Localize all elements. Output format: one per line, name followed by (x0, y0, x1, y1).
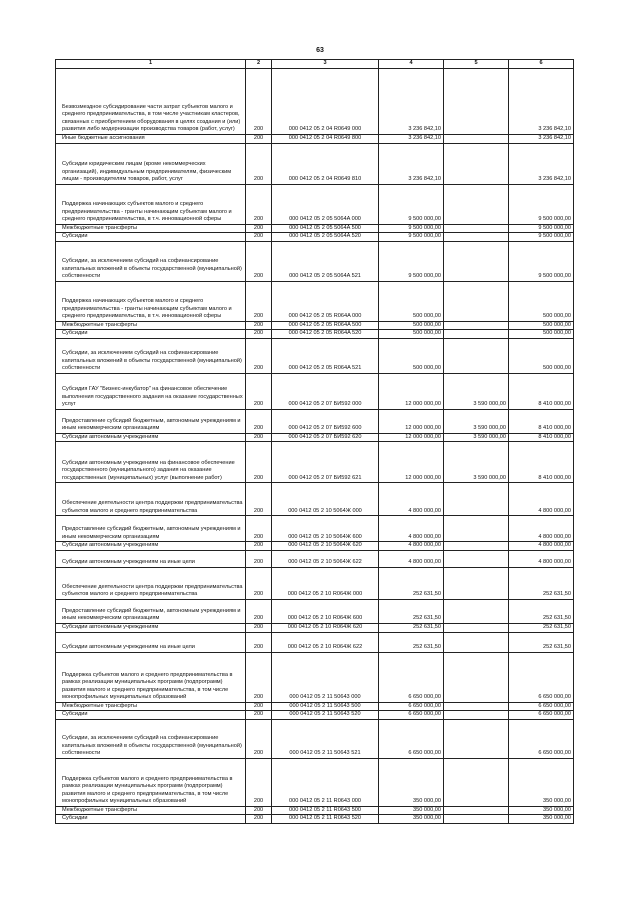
row-code: 200 (246, 719, 272, 758)
row-amount-total: 252 631,50 (509, 599, 574, 623)
row-code: 200 (246, 599, 272, 623)
header-cell: 1 (56, 60, 246, 69)
row-amount-plan: 500 000,00 (379, 338, 444, 373)
row-amount-plan: 500 000,00 (379, 321, 444, 330)
row-classification: 000 0412 05 2 05 5064A 500 (272, 224, 379, 233)
row-name: Субсидия ГАУ "Бизнес-инкубатор" на финансовое обеспечение выполнения государственного задания на оказание государственных услуг (56, 373, 246, 409)
row-amount-change (444, 711, 509, 720)
row-amount-change (444, 143, 509, 184)
row-amount-plan: 6 650 000,00 (379, 719, 444, 758)
row-amount-total: 6 650 000,00 (509, 711, 574, 720)
row-classification: 000 0412 05 2 10 5064Ж 622 (272, 550, 379, 567)
row-classification: 000 0412 05 2 10 5064Ж 000 (272, 483, 379, 516)
row-code: 200 (246, 483, 272, 516)
row-classification: 000 0412 05 2 04 R0649 800 (272, 134, 379, 143)
row-name: Безвозмездное субсидирование части затрат субъектов малого и среднего предпринимательства, в том числе участникам кластеров, связанных с приобретением оборудования в целях создания и (или) развития либо модернизации производства товаров (работ, услуг) (56, 68, 246, 134)
row-code: 200 (246, 134, 272, 143)
row-amount-total: 252 631,50 (509, 623, 574, 632)
row-name: Обеспечение деятельности центра поддержки предпринимательства субъектов малого и среднего предпринимательства (56, 483, 246, 516)
row-amount-plan: 12 000 000,00 (379, 373, 444, 409)
row-name: Поддержка начинающих субъектов малого и среднего предпринимательства - гранты начинающим субъектам малого и среднего предпринимательства, в т.ч. инновационной сферы (56, 281, 246, 321)
row-code: 200 (246, 281, 272, 321)
row-amount-plan: 6 650 000,00 (379, 702, 444, 711)
row-amount-plan: 12 000 000,00 (379, 409, 444, 433)
row-amount-total: 9 500 000,00 (509, 241, 574, 281)
table-row (56, 806, 574, 815)
row-name: Субсидии автономным учреждениям (56, 623, 246, 632)
row-name: Субсидии, за исключением субсидий на софинансирование капитальных вложений в объекты государственной (муниципальной) собственности (56, 241, 246, 281)
row-amount-plan: 500 000,00 (379, 330, 444, 339)
row-amount-change (444, 338, 509, 373)
row-amount-change (444, 652, 509, 702)
row-amount-plan: 252 631,50 (379, 632, 444, 652)
row-amount-total: 3 236 842,10 (509, 68, 574, 134)
row-amount-change: 3 590 000,00 (444, 433, 509, 442)
table-row (56, 702, 574, 711)
row-classification: 000 0412 05 2 04 R0649 810 (272, 143, 379, 184)
row-name: Субсидии автономным учреждениям (56, 542, 246, 551)
row-code: 200 (246, 143, 272, 184)
row-amount-change (444, 758, 509, 806)
row-amount-change (444, 806, 509, 815)
row-name: Поддержка субъектов малого и среднего предпринимательства в рамках реализации муниципальных программ (подпрограмм) развития малого и среднего предпринимательства, в том числе монопрофильных муниципальных образований (56, 758, 246, 806)
row-name: Субсидии автономным учреждениям на иные цели (56, 550, 246, 567)
row-amount-total: 6 650 000,00 (509, 719, 574, 758)
row-amount-plan: 4 800 000,00 (379, 550, 444, 567)
row-amount-plan: 9 500 000,00 (379, 224, 444, 233)
row-classification: 000 0412 05 2 07 БИ592 000 (272, 373, 379, 409)
row-classification: 000 0412 05 2 11 R0643 500 (272, 806, 379, 815)
row-classification: 000 0412 05 2 10 R064Ж 600 (272, 599, 379, 623)
row-name: Межбюджетные трансферты (56, 321, 246, 330)
row-amount-total: 500 000,00 (509, 321, 574, 330)
table-row (56, 68, 574, 134)
row-code: 200 (246, 623, 272, 632)
row-amount-total: 500 000,00 (509, 281, 574, 321)
row-amount-change (444, 134, 509, 143)
row-amount-plan: 6 650 000,00 (379, 652, 444, 702)
row-amount-total: 252 631,50 (509, 567, 574, 599)
row-name: Субсидии, за исключением субсидий на софинансирование капитальных вложений в объекты государственной (муниципальной) собственности (56, 338, 246, 373)
row-amount-change (444, 550, 509, 567)
row-amount-change (444, 68, 509, 134)
row-amount-change (444, 719, 509, 758)
row-code: 200 (246, 184, 272, 224)
row-code: 200 (246, 702, 272, 711)
table-row (56, 516, 574, 542)
row-classification: 000 0412 05 2 05 R064A 000 (272, 281, 379, 321)
row-amount-change (444, 184, 509, 224)
table-row (56, 338, 574, 373)
row-amount-total: 9 500 000,00 (509, 233, 574, 242)
row-classification: 000 0412 05 2 10 5064Ж 620 (272, 542, 379, 551)
row-code: 200 (246, 550, 272, 567)
row-amount-plan: 12 000 000,00 (379, 442, 444, 483)
row-amount-total: 9 500 000,00 (509, 224, 574, 233)
row-amount-change (444, 483, 509, 516)
row-amount-change (444, 224, 509, 233)
row-amount-plan: 3 236 842,10 (379, 143, 444, 184)
row-code: 200 (246, 433, 272, 442)
row-code: 200 (246, 632, 272, 652)
table-row (56, 542, 574, 551)
row-code: 200 (246, 815, 272, 824)
row-classification: 000 0412 05 2 11 50643 520 (272, 711, 379, 720)
row-amount-plan: 3 236 842,10 (379, 68, 444, 134)
row-amount-total: 350 000,00 (509, 815, 574, 824)
row-code: 200 (246, 652, 272, 702)
row-code: 200 (246, 68, 272, 134)
row-amount-plan: 6 650 000,00 (379, 711, 444, 720)
row-amount-plan: 4 800 000,00 (379, 516, 444, 542)
table-row (56, 711, 574, 720)
table-row (56, 134, 574, 143)
row-amount-change (444, 241, 509, 281)
row-classification: 000 0412 05 2 11 R0643 000 (272, 758, 379, 806)
row-code: 200 (246, 330, 272, 339)
table-row (56, 550, 574, 567)
row-amount-change (444, 516, 509, 542)
table-row (56, 373, 574, 409)
table-row (56, 433, 574, 442)
budget-table (55, 59, 574, 824)
row-classification: 000 0412 05 2 05 R064A 521 (272, 338, 379, 373)
table-row (56, 409, 574, 433)
row-code: 200 (246, 542, 272, 551)
row-name: Иные бюджетные ассигнования (56, 134, 246, 143)
table-row (56, 632, 574, 652)
row-name: Субсидии автономным учреждениям на иные цели (56, 632, 246, 652)
row-amount-total: 8 410 000,00 (509, 409, 574, 433)
row-classification: 000 0412 05 2 05 5064A 520 (272, 233, 379, 242)
page-number: 63 (316, 47, 324, 54)
row-amount-plan: 12 000 000,00 (379, 433, 444, 442)
row-code: 200 (246, 233, 272, 242)
row-amount-plan: 252 631,50 (379, 599, 444, 623)
row-classification: 000 0412 05 2 07 БИ592 620 (272, 433, 379, 442)
table-row (56, 184, 574, 224)
row-name: Межбюджетные трансферты (56, 702, 246, 711)
row-code: 200 (246, 711, 272, 720)
row-amount-total: 3 236 842,10 (509, 143, 574, 184)
row-classification: 000 0412 05 2 05 R064A 500 (272, 321, 379, 330)
row-amount-total: 8 410 000,00 (509, 373, 574, 409)
row-amount-plan: 9 500 000,00 (379, 233, 444, 242)
row-amount-total: 500 000,00 (509, 330, 574, 339)
header-cell: 6 (509, 60, 574, 69)
row-classification: 000 0412 05 2 05 5064A 000 (272, 184, 379, 224)
row-amount-change (444, 567, 509, 599)
row-name: Субсидии автономным учреждениям (56, 433, 246, 442)
row-name: Предоставление субсидий бюджетным, автономным учреждениям и иным некоммерческим организациям (56, 409, 246, 433)
row-amount-change (444, 233, 509, 242)
row-amount-plan: 9 500 000,00 (379, 241, 444, 281)
row-classification: 000 0412 05 2 11 50643 521 (272, 719, 379, 758)
row-amount-total: 8 410 000,00 (509, 433, 574, 442)
row-classification: 000 0412 05 2 10 5064Ж 600 (272, 516, 379, 542)
row-amount-total: 4 800 000,00 (509, 483, 574, 516)
row-amount-plan: 350 000,00 (379, 758, 444, 806)
row-code: 200 (246, 516, 272, 542)
row-classification: 000 0412 05 2 07 БИ592 621 (272, 442, 379, 483)
table-row (56, 241, 574, 281)
header-row (56, 60, 574, 69)
row-name: Предоставление субсидий бюджетным, автономным учреждениям и иным некоммерческим организациям (56, 599, 246, 623)
header-cell: 2 (246, 60, 272, 69)
row-code: 200 (246, 321, 272, 330)
row-amount-total: 3 236 842,10 (509, 134, 574, 143)
table-row (56, 623, 574, 632)
table-row (56, 233, 574, 242)
row-amount-total: 252 631,50 (509, 632, 574, 652)
row-classification: 000 0412 05 2 10 R064Ж 000 (272, 567, 379, 599)
row-code: 200 (246, 806, 272, 815)
row-amount-plan: 4 800 000,00 (379, 542, 444, 551)
row-name: Предоставление субсидий бюджетным, автономным учреждениям и иным некоммерческим организациям (56, 516, 246, 542)
row-code: 200 (246, 373, 272, 409)
row-code: 200 (246, 758, 272, 806)
table-row (56, 321, 574, 330)
row-amount-plan: 4 800 000,00 (379, 483, 444, 516)
row-amount-change: 3 590 000,00 (444, 373, 509, 409)
row-amount-total: 8 410 000,00 (509, 442, 574, 483)
row-name: Субсидии юридическим лицам (кроме некоммерческих организаций), индивидуальным предпринимателям, физическим лицам - производителям товаров, работ, услуг (56, 143, 246, 184)
row-name: Поддержка субъектов малого и среднего предпринимательства в рамках реализации муниципальных программ (подпрограмм) развития малого и среднего предпринимательства, в том числе монопрофильных муниципальных образований (56, 652, 246, 702)
row-amount-plan: 350 000,00 (379, 815, 444, 824)
row-code: 200 (246, 567, 272, 599)
header-cell: 5 (444, 60, 509, 69)
table-row (56, 599, 574, 623)
table-row (56, 442, 574, 483)
row-name: Субсидии автономным учреждениям на финансовое обеспечение государственного (муниципального) задания на оказание государственных (муниципальных) услуг (выполнение работ) (56, 442, 246, 483)
row-name: Обеспечение деятельности центра поддержки предпринимательства субъектов малого и среднего предпринимательства (56, 567, 246, 599)
row-classification: 000 0412 05 2 07 БИ592 600 (272, 409, 379, 433)
row-name: Межбюджетные трансферты (56, 224, 246, 233)
table-row (56, 330, 574, 339)
row-amount-change: 3 590 000,00 (444, 442, 509, 483)
row-amount-plan: 3 236 842,10 (379, 134, 444, 143)
row-amount-change: 3 590 000,00 (444, 409, 509, 433)
row-classification: 000 0412 05 2 11 50643 000 (272, 652, 379, 702)
row-name: Субсидии, за исключением субсидий на софинансирование капитальных вложений в объекты государственной (муниципальной) собственности (56, 719, 246, 758)
row-classification: 000 0412 05 2 10 R064Ж 622 (272, 632, 379, 652)
header-cell: 3 (272, 60, 379, 69)
row-code: 200 (246, 338, 272, 373)
row-amount-total: 350 000,00 (509, 806, 574, 815)
header-cell: 4 (379, 60, 444, 69)
row-amount-change (444, 632, 509, 652)
row-code: 200 (246, 442, 272, 483)
table-row (56, 719, 574, 758)
row-amount-change (444, 281, 509, 321)
row-name: Субсидии (56, 330, 246, 339)
table-row (56, 652, 574, 702)
row-name: Субсидии (56, 711, 246, 720)
row-classification: 000 0412 05 2 05 R064A 520 (272, 330, 379, 339)
row-amount-total: 6 650 000,00 (509, 652, 574, 702)
row-amount-total: 4 800 000,00 (509, 516, 574, 542)
table-row (56, 483, 574, 516)
row-amount-total: 6 650 000,00 (509, 702, 574, 711)
row-classification: 000 0412 05 2 05 5064A 521 (272, 241, 379, 281)
row-amount-total: 350 000,00 (509, 758, 574, 806)
row-classification: 000 0412 05 2 11 50643 500 (272, 702, 379, 711)
row-amount-total: 4 800 000,00 (509, 550, 574, 567)
row-amount-total: 9 500 000,00 (509, 184, 574, 224)
table-row (56, 224, 574, 233)
row-classification: 000 0412 05 2 04 R0649 000 (272, 68, 379, 134)
row-amount-change (444, 321, 509, 330)
row-amount-change (444, 815, 509, 824)
row-amount-total: 4 800 000,00 (509, 542, 574, 551)
row-amount-change (444, 599, 509, 623)
row-amount-plan: 9 500 000,00 (379, 184, 444, 224)
row-name: Межбюджетные трансферты (56, 806, 246, 815)
row-amount-plan: 350 000,00 (379, 806, 444, 815)
row-name: Поддержка начинающих субъектов малого и среднего предпринимательства - гранты начинающим субъектам малого и среднего предпринимательства, в т.ч. инновационной сферы (56, 184, 246, 224)
table-row (56, 567, 574, 599)
row-amount-change (444, 330, 509, 339)
row-amount-change (444, 702, 509, 711)
row-amount-plan: 252 631,50 (379, 567, 444, 599)
row-code: 200 (246, 224, 272, 233)
table-row (56, 758, 574, 806)
row-classification: 000 0412 05 2 10 R064Ж 620 (272, 623, 379, 632)
row-amount-total: 500 000,00 (509, 338, 574, 373)
row-amount-plan: 500 000,00 (379, 281, 444, 321)
row-amount-change (444, 623, 509, 632)
row-name: Субсидии (56, 815, 246, 824)
row-name: Субсидии (56, 233, 246, 242)
row-amount-plan: 252 631,50 (379, 623, 444, 632)
row-code: 200 (246, 409, 272, 433)
table-row (56, 143, 574, 184)
table-row (56, 281, 574, 321)
table-row (56, 815, 574, 824)
row-amount-change (444, 542, 509, 551)
row-classification: 000 0412 05 2 11 R0643 520 (272, 815, 379, 824)
row-code: 200 (246, 241, 272, 281)
